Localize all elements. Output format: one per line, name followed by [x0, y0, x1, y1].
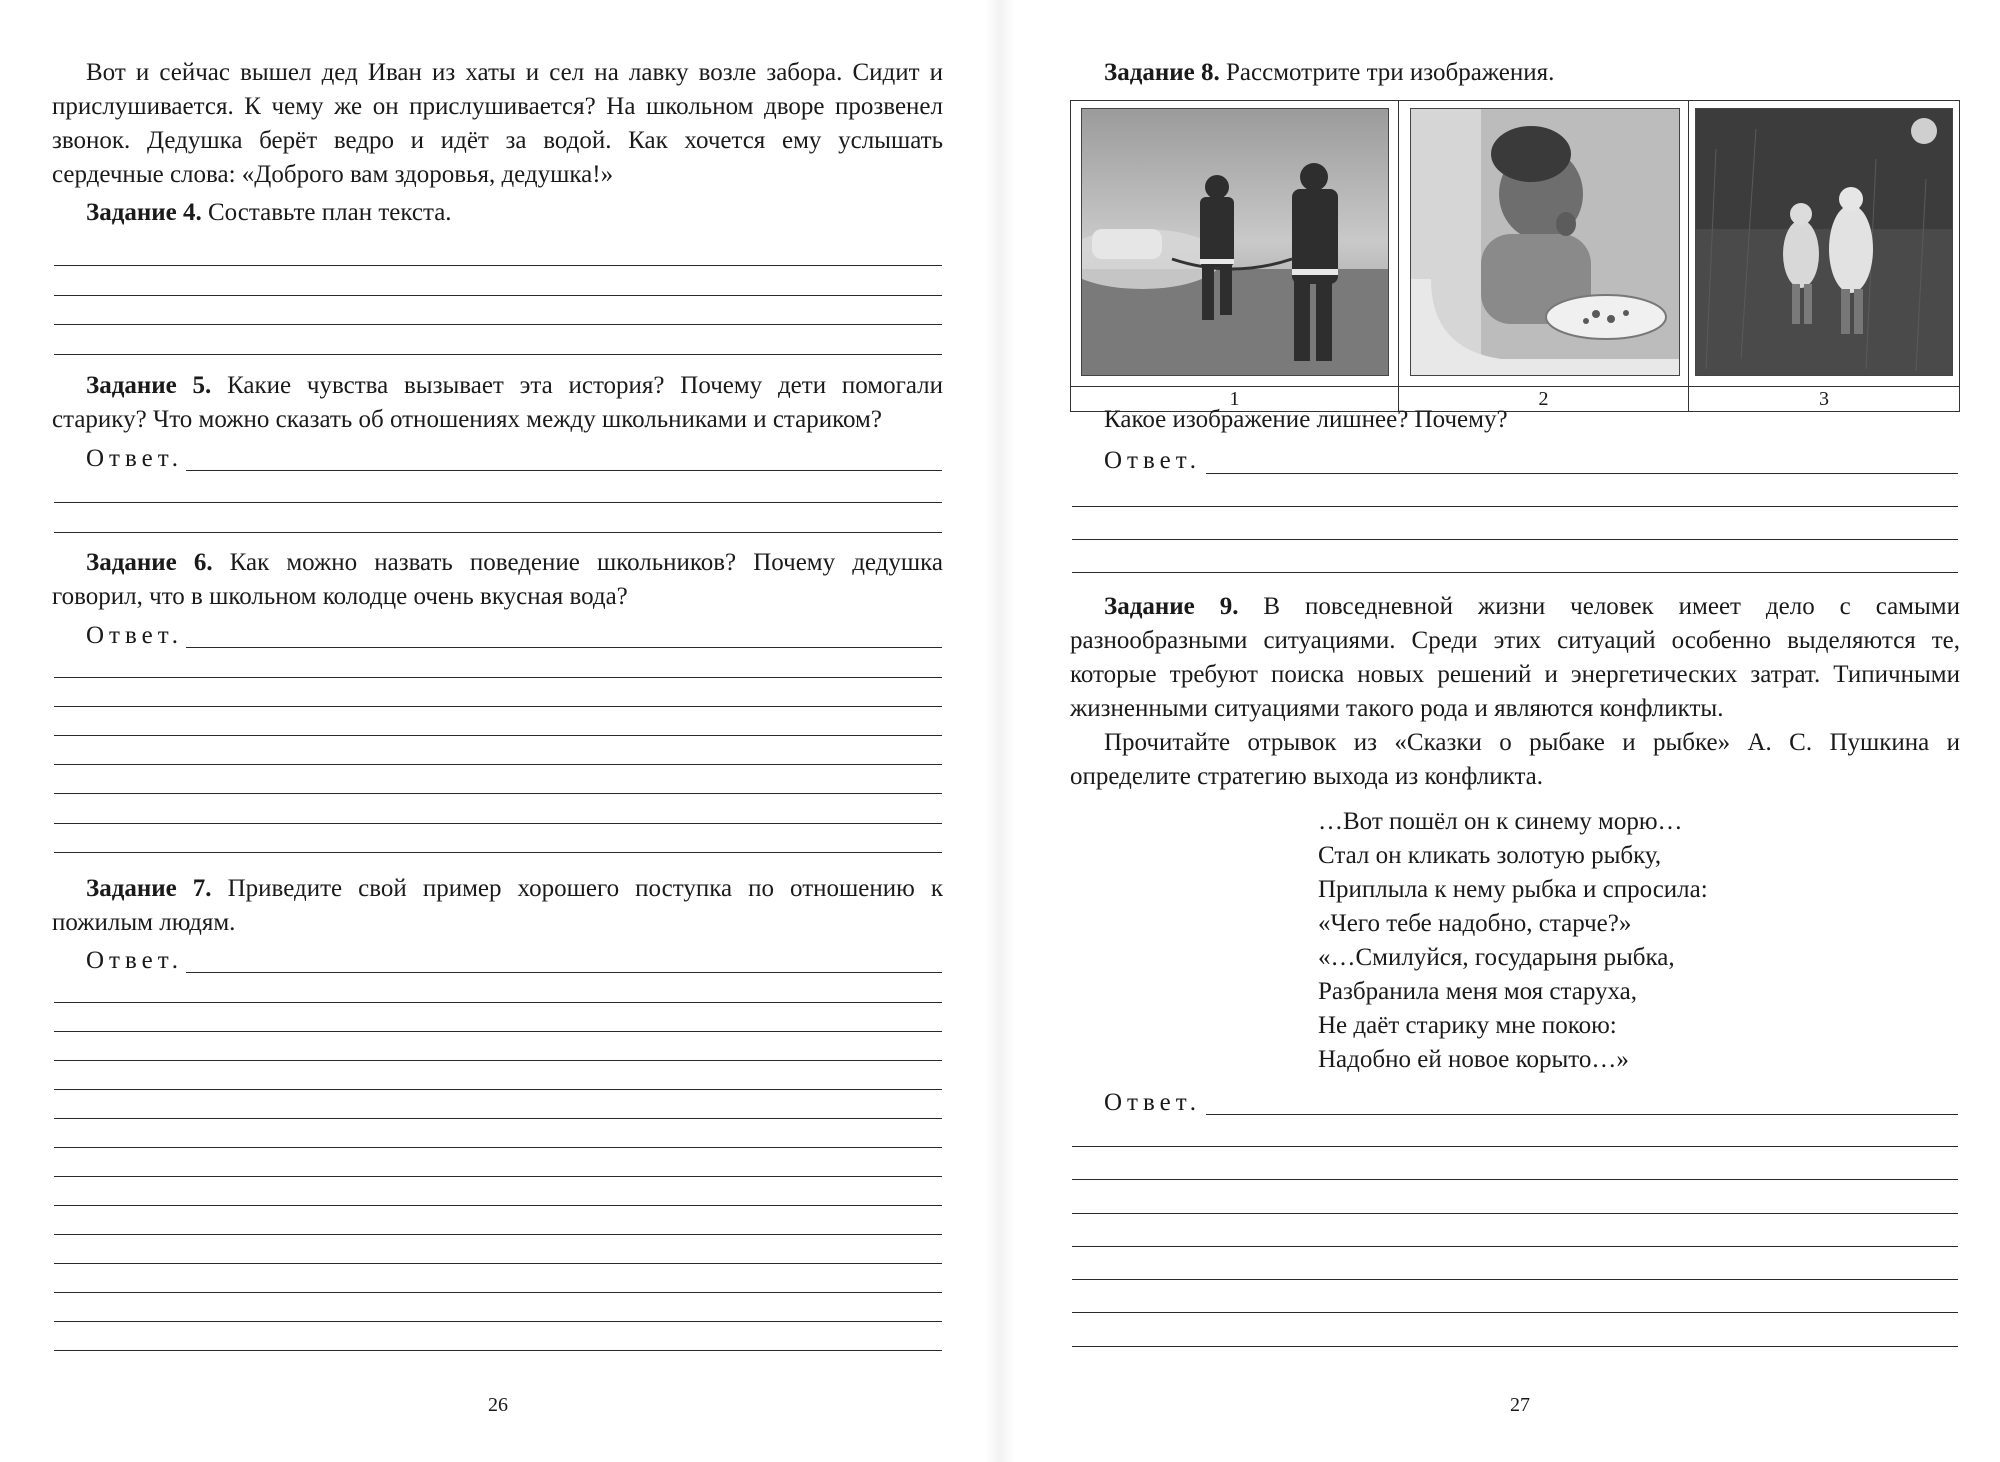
poem-line-3: Приплыла к нему рыбка и спросила: [1318, 876, 1708, 903]
task7-answer-line-11[interactable] [54, 1263, 942, 1264]
task7-answer-line-10[interactable] [54, 1234, 942, 1235]
task7-answer-line-5[interactable] [54, 1089, 942, 1090]
task4-label: Задание 4. [86, 199, 202, 226]
image-cell-1 [1071, 101, 1399, 386]
task7-answer-line-14[interactable] [54, 1350, 942, 1351]
task9-answer-line-8[interactable] [1072, 1346, 1958, 1347]
task7-answer-line-13[interactable] [54, 1321, 942, 1322]
task9-answer-line-3[interactable] [1072, 1179, 1958, 1180]
poem-line-8: Надобно ей новое корыто…» [1318, 1046, 1629, 1073]
task7-answer-line-12[interactable] [54, 1292, 942, 1293]
task6-answer-line-5[interactable] [54, 764, 942, 765]
task6-answer-line-2[interactable] [54, 677, 942, 678]
task7-paragraph [52, 872, 943, 940]
task6-answer-line-3[interactable] [54, 706, 942, 707]
task8-answer-line-1[interactable] [1206, 473, 1958, 474]
task7-answer-label: Ответ. [86, 947, 184, 974]
task6-text: Как можно назвать поведение школьников? Почему дедушка говорил, что в школьном колодце очень вкусная вода? [52, 549, 944, 610]
photo-firefighters [1081, 108, 1389, 376]
task8-text: Рассмотрите три изображения. [1226, 59, 1555, 86]
image-number-3: 3 [1819, 388, 1829, 410]
image-number-1: 1 [1071, 387, 1399, 412]
task8-label: Задание 8. [1104, 59, 1220, 86]
task9-answer-line-1[interactable] [1206, 1114, 1958, 1115]
task8-answer-label: Ответ. [1104, 447, 1202, 474]
task8-answer-line-2[interactable] [1072, 506, 1958, 507]
task7-answer-line-7[interactable] [54, 1147, 942, 1148]
task9-answer-label: Ответ. [1104, 1089, 1202, 1116]
task6-answer-line-7[interactable] [54, 823, 942, 824]
task9-text: В повседневной жизни человек имеет дело с самыми разнообразными ситуациями. Среди этих ситуаций особенно выделяются те, которые требуют поиска новых решений и энергетических затрат. Типичными жизненными ситуациями такого рода и являются конфликты. [1070, 593, 1961, 722]
task9-label: Задание 9. [1104, 593, 1239, 620]
task5-answer-line-3[interactable] [54, 532, 942, 533]
poem-excerpt [1318, 805, 1708, 1077]
task6-answer-line-8[interactable] [54, 852, 942, 853]
task7-answer-line-9[interactable] [54, 1205, 942, 1206]
task4-answer-line-4[interactable] [54, 354, 942, 355]
task9-answer-line-2[interactable] [1072, 1146, 1958, 1147]
image-cell-3 [1689, 101, 1959, 386]
task9-answer-line-7[interactable] [1072, 1312, 1958, 1313]
task8-paragraph [1070, 56, 1960, 90]
task8-answer-line-3[interactable] [1072, 539, 1958, 540]
task4-answer-line-3[interactable] [54, 324, 942, 325]
task4-answer-line-2[interactable] [54, 295, 942, 296]
task5-label: Задание 5. [86, 372, 212, 399]
task6-answer-line-6[interactable] [54, 793, 942, 794]
task7-answer-line-1[interactable] [186, 972, 942, 973]
photo-night-rain [1695, 108, 1953, 376]
task6-answer-line-1[interactable] [186, 647, 942, 648]
task6-answer-label: Ответ. [86, 622, 184, 649]
task7-answer-line-3[interactable] [54, 1031, 942, 1032]
images-table [1070, 100, 1960, 412]
task7-answer-line-8[interactable] [54, 1176, 942, 1177]
poem-line-5: «…Смилуйся, государыня рыбка, [1318, 944, 1675, 971]
task5-paragraph [52, 369, 943, 437]
right-page [1000, 0, 2000, 1462]
task7-text: Приведите свой пример хорошего поступка по отношению к пожилым людям. [52, 875, 944, 936]
photo-child-eating [1410, 108, 1680, 376]
task9-answer-line-4[interactable] [1072, 1213, 1958, 1214]
image-number-2: 2 [1399, 387, 1689, 412]
task7-label: Задание 7. [86, 875, 212, 902]
task5-answer-label: Ответ. [86, 445, 184, 472]
task4-answer-line-1[interactable] [54, 265, 942, 266]
task7-answer-line-2[interactable] [54, 1002, 942, 1003]
image-cell-2 [1399, 101, 1689, 386]
task5-text: Какие чувства вызывает эта история? Почему дети помогали старику? Что можно сказать об отношениях между школьниками и стариком? [52, 372, 944, 433]
page-number-right: 27 [1510, 1394, 1530, 1416]
task7-answer-line-4[interactable] [54, 1060, 942, 1061]
task7-answer-line-6[interactable] [54, 1118, 942, 1119]
task8-question: Какое изображение лишнее? Почему? [1104, 406, 1508, 433]
task5-answer-line-1[interactable] [186, 470, 942, 471]
task6-answer-line-4[interactable] [54, 735, 942, 736]
task8-answer-line-4[interactable] [1072, 572, 1958, 573]
task9-paragraph [1070, 590, 1960, 726]
task9-answer-line-5[interactable] [1072, 1246, 1958, 1247]
task4-paragraph [52, 196, 943, 230]
task4-text: Составьте план текста. [208, 199, 452, 226]
page-number-left: 26 [488, 1394, 508, 1416]
task6-label: Задание 6. [86, 549, 213, 576]
task6-paragraph [52, 546, 943, 614]
poem-line-1: …Вот пошёл он к синему морю… [1318, 808, 1683, 835]
poem-line-2: Стал он кликать золотую рыбку, [1318, 842, 1662, 869]
poem-line-6: Разбранила меня моя старуха, [1318, 978, 1638, 1005]
poem-line-7: Не даёт старику мне покою: [1318, 1012, 1617, 1039]
poem-line-4: «Чего тебе надобно, старче?» [1318, 910, 1632, 937]
task9-instruction: Прочитайте отрывок из «Сказки о рыбаке и рыбке» А. С. Пушкина и определите стратегию выхода из конфликта. [1070, 729, 1960, 790]
task9-answer-line-6[interactable] [1072, 1279, 1958, 1280]
task5-answer-line-2[interactable] [54, 502, 942, 503]
intro-paragraph: Вот и сейчас вышел дед Иван из хаты и сел на лавку возле забора. Сидит и прислушивается. К чему же он прислушивается? На школьном дворе прозвенел звонок. Дедушка берёт ведро и идёт за водой. Как хочется ему услышать сердечные слова: «Доброго вам здоровья, дедушка!» [52, 59, 943, 188]
